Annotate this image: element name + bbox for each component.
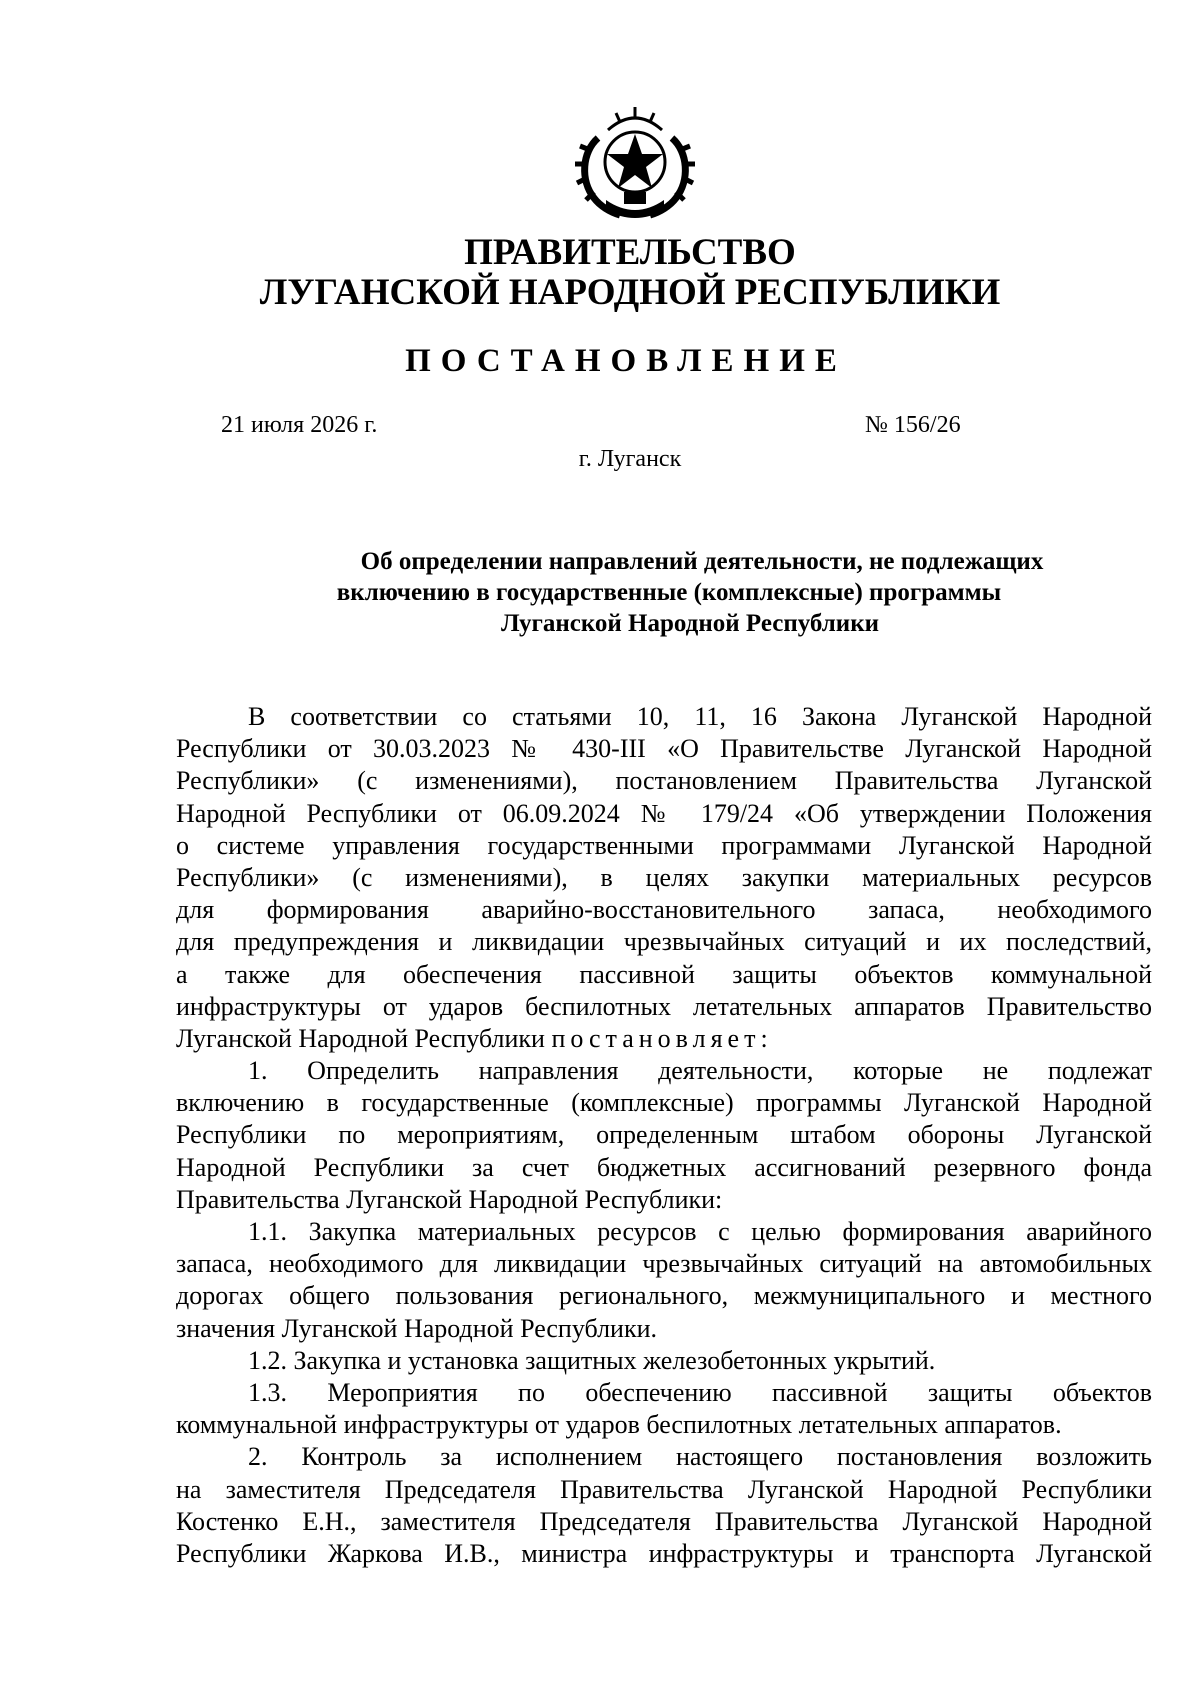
- document-city: г. Луганск: [578, 446, 682, 472]
- body-line: Республики по мероприятиям, определенным штабом обороны Луганской: [176, 1120, 1152, 1150]
- body-line: 2. Контроль за исполнением настоящего постановления возложить: [248, 1442, 1152, 1472]
- document-type: ПОСТАНОВЛЕНИЕ: [405, 343, 847, 379]
- body-line: коммунальной инфраструктуры от ударов беспилотных летательных аппаратов.: [176, 1410, 1062, 1440]
- body-line: Республики» (с изменениями), постановлением Правительства Луганской: [176, 766, 1152, 796]
- body-line: В соответствии со статьями 10, 11, 16 Закона Луганской Народной: [248, 702, 1152, 731]
- body-line: о системе управления государственными программами Луганской Народной: [176, 830, 1152, 860]
- body-line: Республики Жаркова И.В., министра инфраструктуры и транспорта Луганской: [176, 1538, 1152, 1568]
- body-line: 1. Определить направления деятельности, которые не подлежат: [248, 1056, 1152, 1086]
- document-date: 21 июля 2026 г.: [221, 412, 378, 438]
- government-name-line1: ПРАВИТЕЛЬСТВО: [464, 232, 796, 273]
- body-line: Правительства Луганской Народной Республики:: [176, 1184, 723, 1214]
- document-body: [176, 701, 1152, 1570]
- decree-word: постановляет:: [551, 1023, 773, 1053]
- subject-line: Луганской Народной Республики: [500, 610, 880, 637]
- body-line: Костенко Е.Н., заместителя Председателя Правительства Луганской Народной: [176, 1506, 1152, 1536]
- document-number: № 156/26: [865, 412, 961, 438]
- body-line: запаса, необходимого для ликвидации чрезвычайных ситуаций на автомобильных: [176, 1249, 1152, 1279]
- body-line: Республики от 30.03.2023 № 430-III «О Правительстве Луганской Народной: [176, 734, 1152, 764]
- body-line: Народной Республики от 06.09.2024 № 179/24 «Об утверждении Положения: [176, 798, 1152, 828]
- body-line: для формирования аварийно-восстановительного запаса, необходимого: [176, 895, 1152, 925]
- body-line: 1.3. Мероприятия по обеспечению пассивной защиты объектов: [248, 1377, 1152, 1407]
- body-line: Народной Республики за счет бюджетных ассигнований резервного фонда: [176, 1152, 1152, 1182]
- body-line: инфраструктуры от ударов беспилотных летательных аппаратов Правительство: [176, 991, 1152, 1021]
- body-line: Республики» (с изменениями), в целях закупки материальных ресурсов: [176, 862, 1152, 892]
- body-line: 1.1. Закупка материальных ресурсов с целью формирования аварийного: [248, 1217, 1152, 1246]
- body-line: [176, 1023, 1152, 1055]
- body-line: а также для обеспечения пассивной защиты объектов коммунальной: [176, 959, 1152, 989]
- body-line: на заместителя Председателя Правительства Луганской Народной Республики: [176, 1474, 1152, 1504]
- body-line: значения Луганской Народной Республики.: [176, 1313, 658, 1343]
- subject-line: включению в государственные (комплексные) программы: [336, 579, 1002, 606]
- body-line: для предупреждения и ликвидации чрезвычайных ситуаций и их последствий,: [176, 927, 1152, 957]
- body-line: 1.2. Закупка и установка защитных железобетонных укрытий.: [248, 1345, 936, 1375]
- body-line-text: Луганской Народной Республики: [176, 1023, 545, 1053]
- government-name-line2: ЛУГАНСКОЙ НАРОДНОЙ РЕСПУБЛИКИ: [259, 272, 1001, 313]
- body-line: включению в государственные (комплексные) программы Луганской Народной: [176, 1088, 1152, 1118]
- subject-line: Об определении направлений деятельности, не подлежащих: [360, 548, 1044, 575]
- coat-of-arms-icon: [568, 100, 702, 224]
- body-line: дорогах общего пользования регионального, межмуниципального и местного: [176, 1281, 1152, 1311]
